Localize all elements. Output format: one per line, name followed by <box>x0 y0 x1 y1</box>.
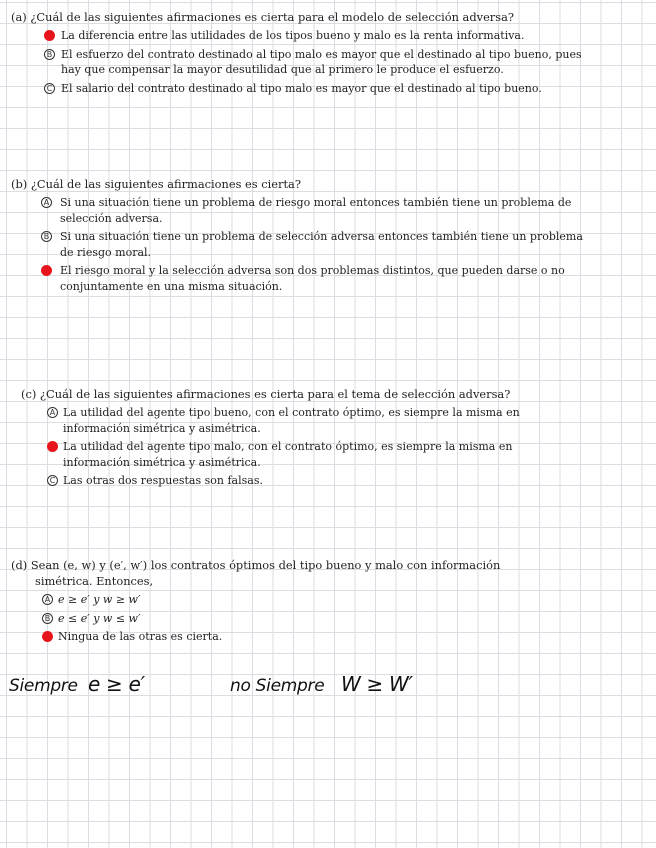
question-d <box>11 557 556 645</box>
question-label: (a) <box>11 10 27 24</box>
question-b <box>11 176 583 294</box>
question-text: ¿Cuál de las siguientes afirmaciones es cierta para el modelo de selección adversa? <box>30 10 514 24</box>
option-b-2[interactable]: B Si una situación tiene un problema de selección adversa entonces también tiene un problema de riesgo moral. <box>41 229 583 260</box>
option-marker: C <box>47 475 58 486</box>
option-c-2[interactable]: La utilidad del agente tipo malo, con el contrato óptimo, es siempre la misma en información simétrica y asimétrica. <box>47 439 556 470</box>
option-marker: A <box>47 407 58 418</box>
selected-answer-marker <box>42 631 53 642</box>
option-a-3[interactable]: C El salario del contrato destinado al tipo malo es mayor que el destinado al tipo bueno. <box>44 81 583 97</box>
question-c <box>21 386 556 489</box>
option-marker: B <box>41 231 52 242</box>
option-d-1[interactable]: A e ≥ e′ y w ≥ w′ <box>42 592 556 608</box>
option-c-1[interactable]: A La utilidad del agente tipo bueno, con el contrato óptimo, es siempre la misma en información simétrica y asimétrica. <box>47 405 556 436</box>
option-marker: B <box>42 613 53 624</box>
question-a <box>11 9 583 96</box>
option-c-3[interactable]: C Las otras dos respuestas son falsas. <box>47 473 556 489</box>
selected-answer-marker <box>44 30 55 41</box>
option-a-1[interactable]: La diferencia entre las utilidades de los tipos bueno y malo es la renta informativa. <box>44 28 583 44</box>
handwritten-expr-e: e ≥ e′ <box>88 672 145 696</box>
option-marker: A <box>41 197 52 208</box>
handwritten-no-siempre: no Siempre <box>230 676 325 696</box>
handwritten-expr-w: W ≥ W′ <box>341 672 413 696</box>
question-text: Sean (e, w) y (e′, w′) los contratos óptimos del tipo bueno y malo con información simétrica. Entonces, <box>30 558 501 588</box>
handwritten-siempre: Siempre <box>9 676 78 696</box>
question-label: (d) <box>11 558 28 572</box>
option-marker: B <box>44 49 55 60</box>
option-d-2[interactable]: B e ≤ e′ y w ≤ w′ <box>42 611 556 627</box>
option-a-2[interactable]: B El esfuerzo del contrato destinado al tipo malo es mayor que el destinado al tipo bueno, pues hay que compensar la mayor desutilidad que al primero le produce el esfuerzo. <box>44 47 583 78</box>
option-b-1[interactable]: A Si una situación tiene un problema de riesgo moral entonces también tiene un problema de selección adversa. <box>41 195 583 226</box>
question-label: (b) <box>11 177 28 191</box>
selected-answer-marker <box>47 441 58 452</box>
question-text: ¿Cuál de las siguientes afirmaciones es cierta? <box>30 177 301 191</box>
question-label: (c) <box>21 387 37 401</box>
question-text: ¿Cuál de las siguientes afirmaciones es cierta para el tema de selección adversa? <box>39 387 511 401</box>
option-marker: C <box>44 83 55 94</box>
option-marker: A <box>42 594 53 605</box>
option-b-3[interactable]: El riesgo moral y la selección adversa son dos problemas distintos, que pueden darse o no conjuntamente en una misma situación. <box>41 263 583 294</box>
option-d-3[interactable]: Ningua de las otras es cierta. <box>42 629 556 645</box>
selected-answer-marker <box>41 265 52 276</box>
